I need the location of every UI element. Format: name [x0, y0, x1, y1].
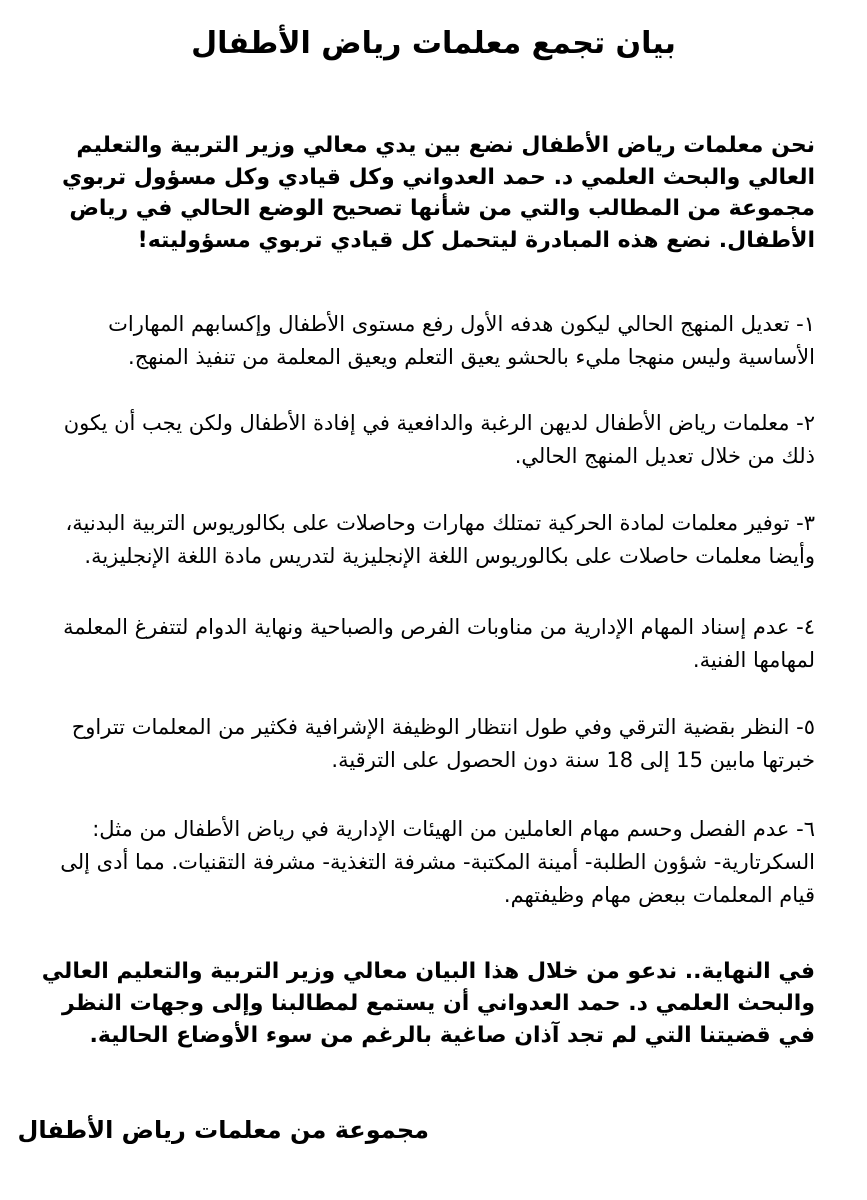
- demand-item-1: [38, 308, 815, 374]
- demand-item-text: ٦- عدم الفصل وحسم مهام العاملين من الهيئات الإدارية في رياض الأطفال من مثل:: [92, 817, 815, 841]
- demand-item-3: [38, 507, 815, 573]
- demand-item-text: ٤- عدم إسناد المهام الإدارية من مناوبات الفرص والصباحية ونهاية الدوام لتتفرغ المعلمة لمهامها الفنية.: [63, 615, 815, 672]
- demand-item-text: ٢- معلمات رياض الأطفال لديهن الرغبة والدافعية في إفادة الأطفال ولكن يجب أن يكون ذلك من خلال تعديل المنهج الحالي.: [63, 411, 815, 468]
- demand-item-4: [38, 611, 815, 677]
- demand-item-5: [38, 711, 815, 777]
- demand-item-2: [38, 407, 815, 473]
- signature: مجموعة من معلمات رياض الأطفال: [17, 1116, 429, 1144]
- statement-title: بيان تجمع معلمات رياض الأطفال: [191, 26, 676, 61]
- closing-paragraph: في النهاية.. ندعو من خلال هذا البيان معالي وزير التربية والتعليم العالي والبحث العلمي د. حمد العدواني أن يستمع لمطالبنا وإلى وجهات النظر في قضيتنا التي لم تجد آذان صاغية بالرغم من سوء الأوضاع الحالية.: [41, 959, 815, 1048]
- demand-item-text: ٣- توفير معلمات لمادة الحركية تمتلك مهارات وحاصلات على بكالوريوس التربية البدنية، وأيضا معلمات حاصلات على بكالوريوس اللغة الإنجليزية لتدريس مادة اللغة الإنجليزية.: [65, 511, 815, 568]
- demand-item-text: ٥- النظر بقضية الترقي وفي طول انتظار الوظيفة الإشرافية فكثير من المعلمات تتراوح خبرتها مابين 15 إلى 18 سنة دون الحصول على الترقية.: [71, 715, 815, 772]
- demand-item-6: [38, 813, 815, 912]
- demand-item-text: ١- تعديل المنهج الحالي ليكون هدفه الأول رفع مستوى الأطفال وإكسابهم المهارات الأساسية وليس منهجا مليء بالحشو يعيق التعلم ويعيق المعلمة من تنفيذ المنهج.: [108, 312, 815, 369]
- intro-paragraph: نحن معلمات رياض الأطفال نضع بين يدي معالي وزير التربية والتعليم العالي والبحث العلمي د. حمد العدواني وكل قيادي وكل مسؤول تربوي مجموعة من المطالب والتي من شأنها تصحيح الوضع الحالي في رياض الأطفال. نضع هذه المبادرة ليتحمل كل قيادي تربوي مسؤوليته!: [61, 133, 815, 253]
- demand-item-text-continued: السكرتارية- شؤون الطلبة- أمينة المكتبة- مشرفة التغذية- مشرفة التقنيات. مما أدى إلى قيام المعلمات ببعض مهام وظيفتهم.: [60, 850, 815, 907]
